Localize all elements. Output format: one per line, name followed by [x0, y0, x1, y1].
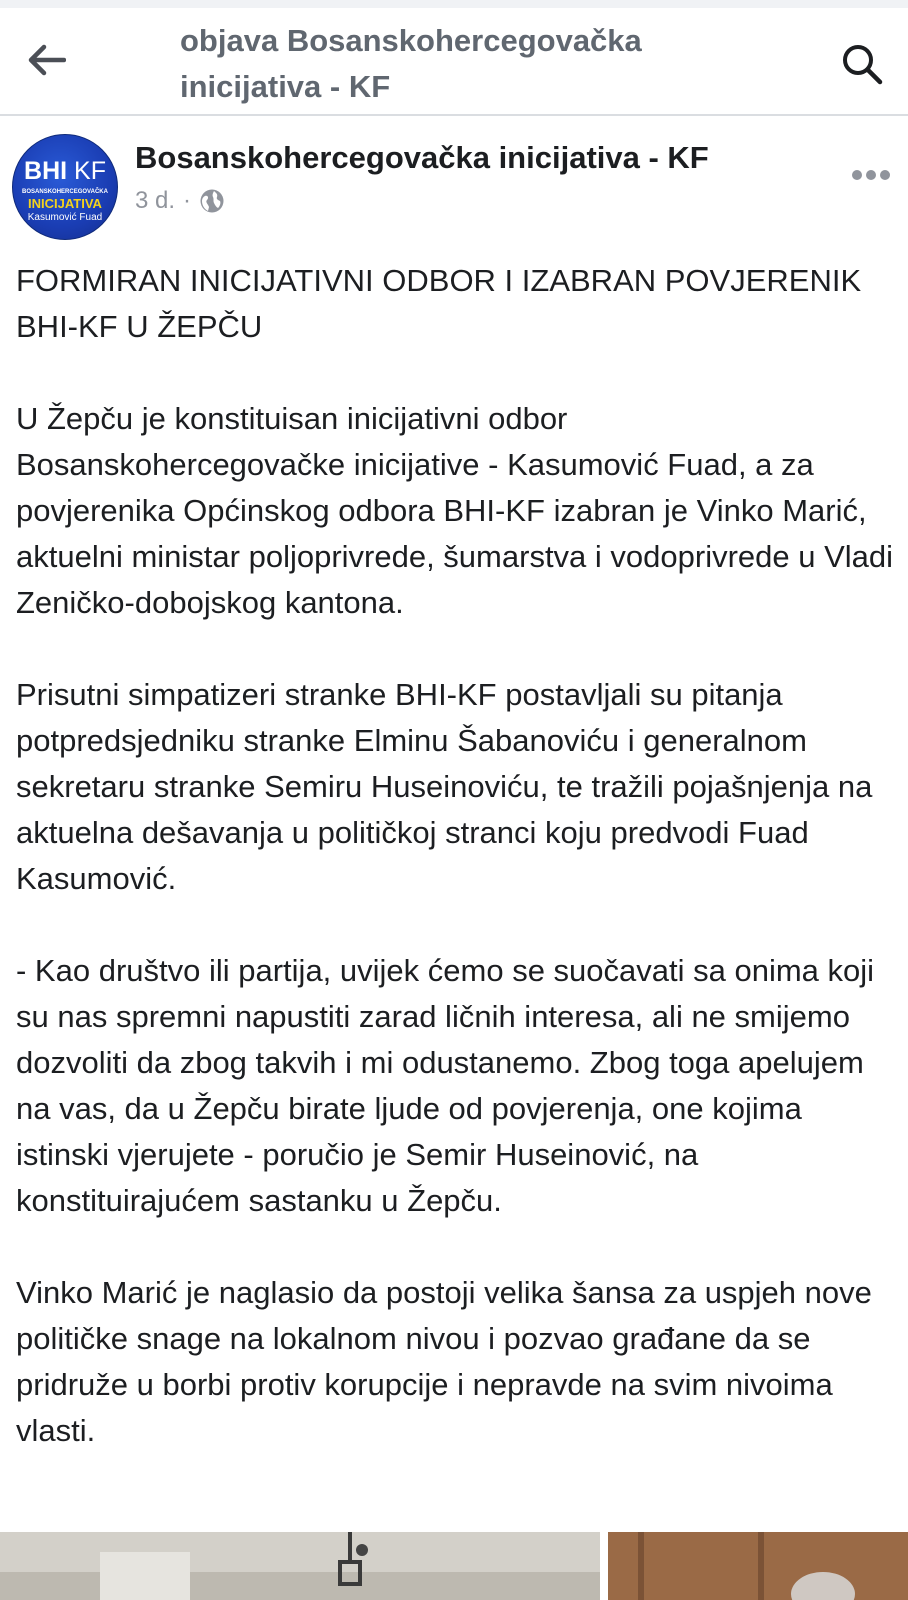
avatar-name: Kasumović Fuad [27, 212, 103, 223]
avatar-logo-text [13, 157, 117, 186]
photo-1-content [0, 1532, 600, 1600]
meta-separator: · [183, 187, 192, 214]
post-header [0, 120, 908, 245]
back-button[interactable] [20, 34, 72, 86]
post-paragraph: Prisutni simpatizeri stranke BHI-KF postavljali su pitanja potpredsjedniku stranke Elminu Šabanoviću i generalnom sekretaru stranke Semiru Huseinoviću, te tražili pojašnjenja na aktuelna dešavanja u političkoj stranci koju predvodi Fuad Kasumović. [16, 677, 873, 896]
post-paragraph: - Kao društvo ili partija, uvijek ćemo se suočavati sa onima koji su nas spremni napustiti zarad ličnih interesa, ali ne smijemo dozvoliti da zbog takvih i mi odustanemo. Zbog toga apelujem na vas, da u Žepču birate ljude od povjerenja, one kojima istinski vjerujete - poručio je Semir Huseinović, na konstituirajućem sastanku u Žepču. [16, 953, 875, 1218]
more-horizontal-icon [851, 169, 891, 181]
avatar[interactable] [12, 134, 118, 240]
search-icon [841, 43, 883, 85]
post-paragraph: Vinko Marić je naglasio da postoji velika šansa za uspjeh nove političke snage na lokalnom nivou i pozvao građane da se pridruže u borbi protiv korupcije i nepravde na svim nivoima vlasti. [16, 1275, 872, 1448]
arrow-left-icon [26, 44, 66, 76]
post-photos [0, 1532, 908, 1600]
post-photo-2[interactable] [608, 1532, 908, 1600]
post-body [16, 258, 896, 1500]
post-paragraph: U Žepču je konstituisan inicijativni odbor Bosanskohercegovačke inicijative - Kasumović Fuad, a za povjerenika Općinskog odbora BHI-KF izabran je Vinko Marić, aktuelni ministar poljoprivrede, šumarstva i vodoprivrede u Vladi Zeničko-dobojskog kantona. [16, 401, 894, 620]
page-title: objava Bosanskohercegovačka inicijativa - KF [180, 23, 642, 104]
avatar-inicijativa: INICIJATIVA [28, 196, 102, 211]
status-bar-strip [0, 0, 908, 8]
post-author-name[interactable]: Bosanskohercegovačka inicijativa - KF [135, 140, 709, 175]
post-paragraph: FORMIRAN INICIJATIVNI ODBOR I IZABRAN POVJERENIK BHI-KF U ŽEPČU [16, 263, 862, 344]
post-photo-1[interactable] [0, 1532, 600, 1600]
avatar-bhi: BHI [24, 157, 68, 185]
post-timestamp[interactable]: 3 d. [135, 187, 176, 214]
more-options-button[interactable] [846, 160, 896, 190]
post-meta [135, 186, 225, 216]
avatar-subtitle: BOSANSKOHERCEGOVAČKA [22, 189, 108, 195]
search-button[interactable] [836, 38, 888, 90]
app-header [0, 8, 908, 116]
globe-icon [199, 188, 225, 214]
avatar-kf: KF [74, 157, 106, 185]
photo-2-content [608, 1532, 908, 1600]
